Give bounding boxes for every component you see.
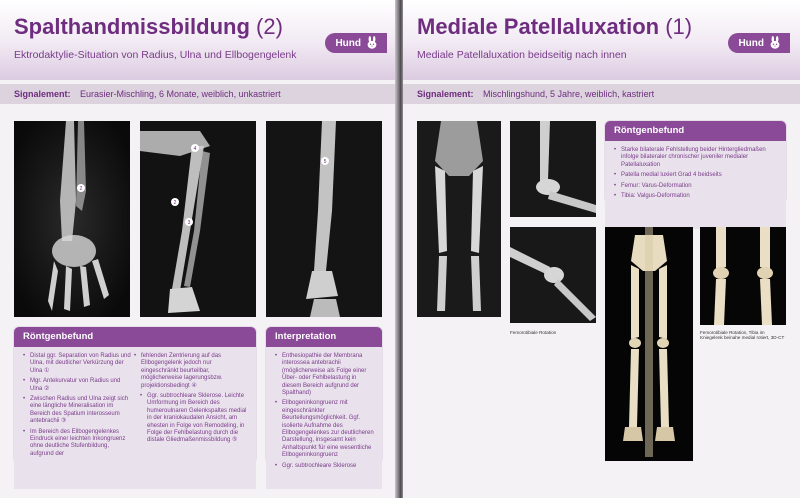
left-hund-label: Hund	[335, 37, 361, 49]
ct-3d-skeleton-full	[605, 227, 693, 461]
interpretation-item: • Enthesiopathie der Membrana interossea antebrachii (möglicherweise als Folge einer Über- oder Fehlbelastung in diesem Bereich aufgrund der Spalthand)	[282, 353, 374, 397]
left-page	[0, 0, 397, 498]
finding-item-continued: • fehlenden Zentrierung auf das Ellbogengelenk jedoch nur eingeschränkt beurteilbar, möglicherweise lagerungsbzw. projektionsbedingt ④	[141, 353, 248, 390]
right-signalement-bar	[403, 84, 800, 104]
caption-femorotibial-rotation: Femorotibiale Rotation	[510, 330, 557, 335]
left-signalement-bar	[0, 84, 397, 104]
marker	[320, 156, 330, 166]
finding-item: • Ggr. subtrochleare Sklerose. Leichte Umformung im Bereich des humeroulnaren Gelenkspaltes medial in der kraniokaudalen Ansicht, am ehesten in Folge von Remodeling, in Folge der Fehlbelastung durch die distale Gliedmaßenmissbildung ⑤	[147, 393, 248, 445]
finding-item: • Femur: Varus-Deformation	[621, 183, 778, 190]
interpretation-item: • Ellbogeninkongruenz mit eingeschränkter Beurteilungsmöglichkeit. Ggf. isolierte Aufnahme des Ellbogengelenkes zur deutlicheren Darstellung, insgesamt kein Anhaltspunkt für eine wesentliche Ellbogeninkongruenz	[282, 400, 374, 459]
right-page-subtitle: Mediale Patellaluxation beidseitig nach innen	[417, 49, 627, 61]
ct-3d-stifles	[700, 227, 786, 325]
finding-item: • Patella medial luxiert Grad 4 beidseits	[621, 172, 778, 179]
right-title-text: Mediale Patellaluxation	[417, 14, 660, 39]
xray-stifle-lateral-1	[510, 121, 596, 217]
left-roentgenbefund-body	[14, 347, 256, 489]
right-hund-badge	[728, 33, 790, 53]
finding-item: • Distal ggr. Separation von Radius und Ulna, mit deutlicher Verkürzung der Ulna ①	[30, 353, 131, 375]
right-roentgenbefund-box	[605, 121, 786, 203]
xray-hindlimbs-ventrodorsal	[417, 121, 501, 317]
marker-label: 3	[187, 220, 191, 226]
finding-item: • Zwischen Radius und Ulna zeigt sich eine längliche Mineralisation im Bereich des Spatium interosseum antebrachii ③	[30, 396, 131, 426]
xray-forelimb-dorsal	[14, 121, 130, 317]
rabbit-mascot-icon	[768, 36, 782, 50]
marker	[190, 143, 200, 153]
right-page-title	[417, 14, 692, 40]
caption-3d-ct: Femorotibiale Rotation, Tibia im Kniegelenk beinahe medial rotiert, 3D-CT	[700, 330, 785, 341]
right-hund-label: Hund	[738, 37, 764, 49]
left-page-subtitle: Ektrodaktylie-Situation von Radius, Ulna und Ellbogengelenk	[14, 49, 297, 61]
xray-elbow-craniocaudal	[266, 121, 382, 317]
left-roentgenbefund-heading: Röntgenbefund	[14, 327, 256, 347]
marker	[184, 217, 194, 227]
rabbit-mascot-icon	[365, 36, 379, 50]
left-signalement-label: Signalement:	[14, 89, 71, 99]
marker	[76, 183, 86, 193]
left-roentgenbefund-box	[14, 327, 256, 463]
right-header	[403, 0, 800, 80]
finding-item: • Tibia: Valgus-Deformation	[621, 193, 778, 200]
left-signalement-text: Eurasier-Mischling, 6 Monate, weiblich, unkastriert	[80, 89, 281, 99]
left-title-number: (2)	[256, 14, 283, 39]
interpretation-box	[266, 327, 382, 469]
finding-item: • Mgr. Antekurvatur von Radius und Ulna ②	[30, 378, 131, 393]
marker	[170, 197, 180, 207]
right-signalement-label: Signalement:	[417, 89, 474, 99]
left-hund-badge	[325, 33, 387, 53]
interpretation-body	[266, 347, 382, 489]
right-signalement-text: Mischlingshund, 5 Jahre, weiblich, kastriert	[483, 89, 655, 99]
finding-item: • Starke bilaterale Fehlstellung beider Hintergliedmaßen infolge bilateraler chronischer juveniler medialer Patellaluxation	[621, 147, 778, 169]
left-title-text: Spalthandmissbildung	[14, 14, 250, 39]
xray-forelimb-lateral	[140, 121, 256, 317]
interpretation-heading: Interpretation	[266, 327, 382, 347]
right-roentgenbefund-heading: Röntgenbefund	[605, 121, 786, 141]
xray-stifle-lateral-2	[510, 227, 596, 323]
marker-label: 4	[193, 146, 197, 152]
right-roentgenbefund-body	[605, 141, 786, 229]
right-title-number: (1)	[665, 14, 693, 39]
right-page	[403, 0, 800, 498]
marker-label: 5	[323, 159, 327, 165]
interpretation-item: • Ggr. subtrochleare Sklerose	[282, 463, 374, 470]
left-page-title	[14, 14, 283, 40]
finding-item: • Im Bereich des Ellbogengelenkes Eindruck einer leichten Inkongruenz ohne deutliche Stufenbildung, aufgrund der	[30, 429, 131, 459]
left-header	[0, 0, 397, 80]
marker-label: 2	[173, 200, 177, 206]
marker-label: 2	[79, 186, 83, 192]
